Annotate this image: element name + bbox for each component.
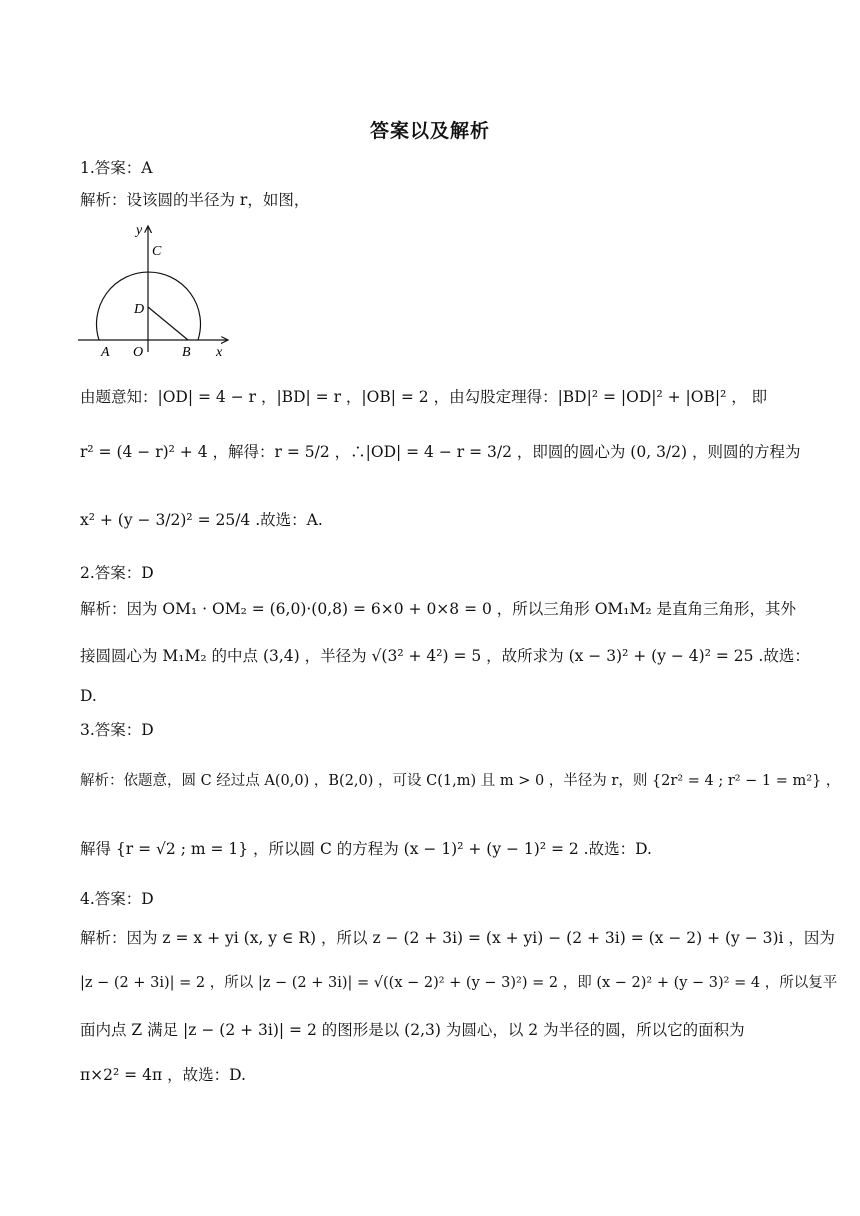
q1-line-2: r² = (4 − r)² + 4 ，解得：r = 5/2 ，∴|OD| = 4 − r = 3/2 ，即圆的圆心为 (0, 3/2) ，则圆的方程为 (80, 443, 801, 461)
q4-line-2: |z − (2 + 3i)| = 2 ，所以 |z − (2 + 3i)| = √((x − 2)² + (y − 3)²) = 2 ，即 (x − 2)² + (y − 3)² = 4 ，所以复平 (80, 975, 838, 991)
label-x: x (216, 345, 223, 360)
label-B: B (182, 345, 191, 360)
q4-line-4: π×2² = 4π ，故选：D. (80, 1066, 246, 1084)
label-O: O (133, 345, 144, 360)
label-A: A (101, 345, 110, 360)
q2-answer: 2.答案：D (80, 564, 154, 582)
q3-line-1: 解析：依题意，圆 C 经过点 A(0,0) ，B(2,0) ，可设 C(1,m) 且 m > 0 ，半径为 r，则 {2r² = 4 ; r² − 1 = m²} ， (80, 773, 841, 789)
label-C: C (152, 244, 162, 259)
q1-intro: 解析：设该圆的半径为 r，如图， (80, 191, 310, 209)
q4-line-1: 解析：因为 z = x + yi (x, y ∈ R) ，所以 z − (2 + 3i) = (x + yi) − (2 + 3i) = (x − 2) + (y − 3)i ，因为 (80, 929, 835, 947)
q4-answer: 4.答案：D (80, 890, 154, 908)
page-title: 答案以及解析 (369, 120, 490, 142)
q1-line-3: x² + (y − 3/2)² = 25/4 .故选：A. (80, 511, 323, 529)
q1-line-1: 由题意知：|OD| = 4 − r ，|BD| = r ，|OB| = 2 ，由勾股定理得：|BD|² = |OD|² + |OB|² ， 即 (80, 388, 768, 406)
q2-line-2: 接圆圆心为 M₁M₂ 的中点 (3,4) ，半径为 √(3² + 4²) = 5 ，故所求为 (x − 3)² + (y − 4)² = 25 .故选： (80, 647, 810, 665)
q2-line-1: 解析：因为 OM₁ · OM₂ = (6,0)·(0,8) = 6×0 + 0×8 = 0 ，所以三角形 OM₁M₂ 是直角三角形，其外 (80, 600, 797, 618)
q1-answer: 1.答案：A (80, 159, 153, 177)
q2-line-3: D. (80, 687, 97, 705)
q3-line-2: 解得 {r = √2 ; m = 1} ，所以圆 C 的方程为 (x − 1)² + (y − 1)² = 2 .故选：D. (80, 840, 652, 858)
q3-answer: 3.答案：D (80, 721, 154, 739)
q4-line-3: 面内点 Z 满足 |z − (2 + 3i)| = 2 的图形是以 (2,3) 为圆心，以 2 为半径的圆，所以它的面积为 (80, 1021, 745, 1039)
label-y: y (136, 223, 143, 238)
label-D: D (134, 302, 145, 317)
q1-circle-figure (76, 222, 236, 362)
segment-DB (148, 307, 188, 340)
